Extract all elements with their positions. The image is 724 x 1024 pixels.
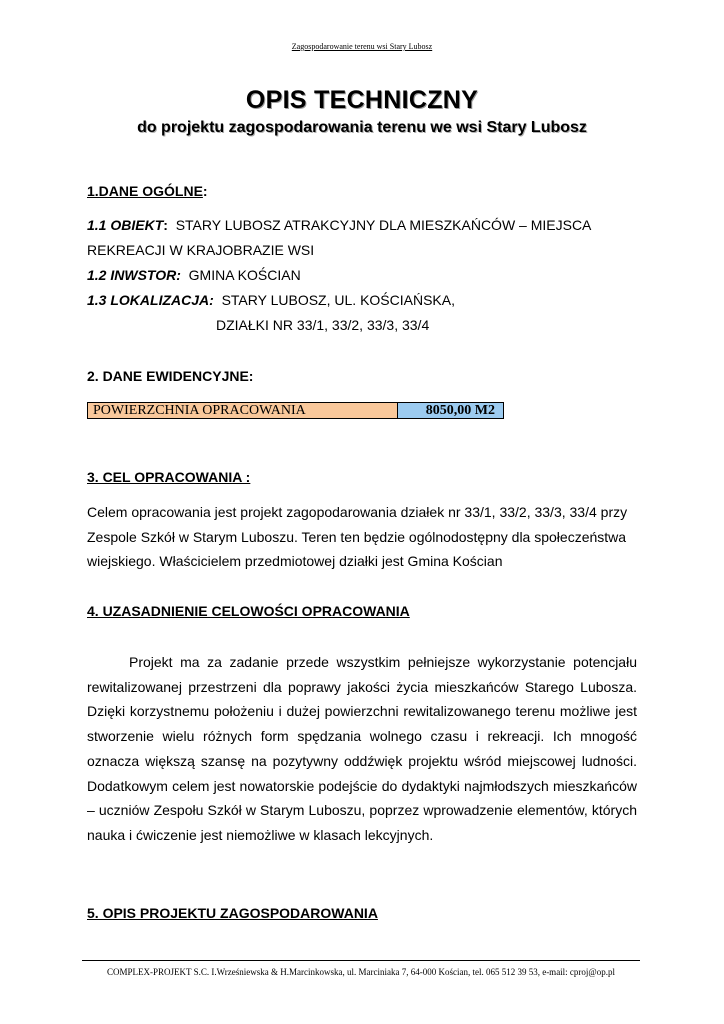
section-1-heading bbox=[87, 183, 208, 199]
section-1-heading-text: 1.DANE OGÓLNE bbox=[87, 183, 203, 199]
section-1-heading-colon: : bbox=[202, 183, 208, 199]
obiekt-colon: : bbox=[163, 217, 168, 233]
lokalizacja-plots: DZIAŁKI NR 33/1, 33/2, 33/3, 33/4 bbox=[216, 317, 430, 333]
footer-text: COMPLEX-PROJEKT S.C. I.Wrześniewska & H.Marcinkowska, ul. Marciniaka 7, 64-000 Kościan, tel. 065 512 39 53, e-mail: cproj@op.pl bbox=[107, 967, 615, 977]
inwestor-value: GMINA KOŚCIAN bbox=[188, 267, 301, 283]
lokalizacja-value: STARY LUBOSZ, UL. KOŚCIAŃSKA, bbox=[221, 292, 455, 308]
section-4-heading: 4. UZASADNIENIE CELOWOŚCI OPRACOWANIA bbox=[87, 603, 410, 619]
obiekt-value-continued: REKREACJI W KRAJOBRAZIE WSI bbox=[87, 242, 315, 258]
footer-divider bbox=[82, 960, 640, 961]
area-label-cell: POWIERZCHNIA OPRACOWANIA bbox=[88, 403, 398, 418]
area-table bbox=[87, 402, 504, 419]
obiekt-line bbox=[87, 217, 591, 233]
section-5-heading: 5. OPIS PROJEKTU ZAGOSPODAROWANIA bbox=[87, 905, 378, 921]
document-title: OPIS TECHNICZNY bbox=[245, 86, 479, 114]
section-2-heading: 2. DANE EWIDENCYJNE: bbox=[87, 368, 254, 384]
inwestor-label: 1.2 INWSTOR: bbox=[87, 267, 181, 283]
running-header: Zagospodarowanie terenu wsi Stary Lubosz bbox=[291, 42, 433, 51]
section-4-paragraph: Projekt ma za zadanie przede wszystkim pełniejsze wykorzystanie potencjału rewitalizowanej przestrzeni dla poprawy jakości życia mieszkańców Starego Lubosza. Dzięki korzystnemu położeniu i dużej powierzchni rewitalizowanego terenu możliwe jest stworzenie wielu różnych form spędzania wolnego czasu i rekreacji. Ich mnogość oznacza większą szansę na pozytywny oddźwięk projektu wśród miejscowej ludności. Dodatkowym celem jest nowatorskie podejście do dydaktyki najmłodszych mieszkańców – uczniów Zespołu Szkół w Starym Luboszu, poprzez wprowadzenie elementów, których nauka i ćwiczenie jest niemożliwe w klasach lekcyjnych. bbox=[87, 654, 637, 843]
section-3-paragraph: Celem opracowania jest projekt zagopodarowania działek nr 33/1, 33/2, 33/3, 33/4 przy Zespole Szkół w Starym Luboszu. Teren ten będzie ogólnodostępny dla społeczeństwa wiejskiego. Właścicielem przedmiotowej działki jest Gmina Kościan bbox=[87, 504, 628, 570]
document-subtitle: do projektu zagospodarowania terenu we wsi Stary Lubosz bbox=[137, 119, 587, 136]
lokalizacja-line bbox=[87, 292, 455, 308]
lokalizacja-label: 1.3 LOKALIZACJA: bbox=[87, 292, 214, 308]
area-value-cell: 8050,00 M2 bbox=[398, 403, 503, 418]
section-3-heading: 3. CEL OPRACOWANIA : bbox=[87, 469, 251, 485]
obiekt-value: STARY LUBOSZ ATRAKCYJNY DLA MIESZKAŃCÓW – MIEJSCA bbox=[175, 217, 592, 233]
obiekt-label: 1.1 OBIEKT bbox=[87, 217, 164, 233]
inwestor-line bbox=[87, 267, 301, 283]
